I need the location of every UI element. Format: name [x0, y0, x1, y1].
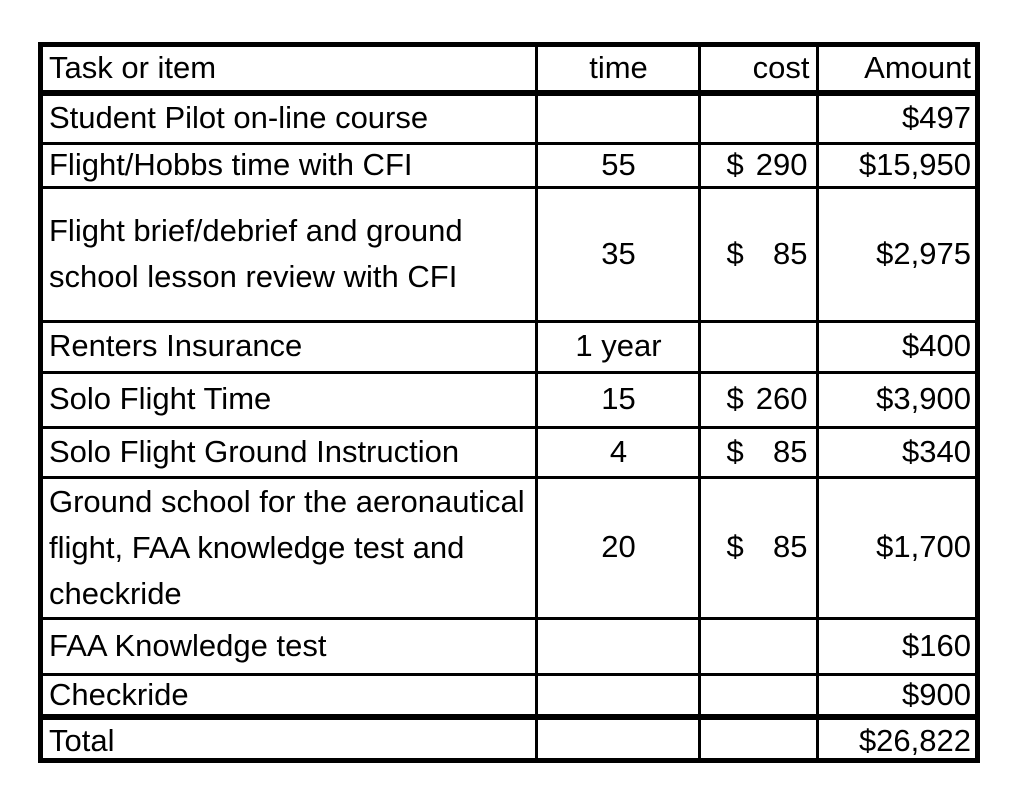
header-task: Task or item — [43, 47, 536, 93]
cost-cell — [699, 93, 817, 143]
cost-cell — [699, 477, 817, 618]
table-row — [43, 372, 975, 427]
cost-value — [808, 628, 812, 663]
total-row — [43, 717, 975, 762]
time-cell: 15 — [536, 372, 699, 427]
cost-value — [808, 100, 812, 135]
cost-cell — [699, 372, 817, 427]
amount-cell: $340 — [817, 427, 975, 477]
task-cell: Flight/Hobbs time with CFI — [43, 143, 536, 187]
cost-cell — [699, 143, 817, 187]
time-cell — [536, 674, 699, 717]
cost-value — [808, 328, 812, 363]
amount-cell: $160 — [817, 618, 975, 674]
cost-value: 85 — [773, 235, 808, 271]
task-cell: Student Pilot on-line course — [43, 93, 536, 143]
cost-table — [43, 47, 975, 762]
cost-value: 290 — [755, 146, 808, 182]
time-cell: 35 — [536, 187, 699, 321]
task-cell: Ground school for the aeronautical flight, FAA knowledge test and checkride — [43, 477, 536, 618]
cost-cell — [699, 674, 817, 717]
table-row — [43, 187, 975, 321]
time-cell: 55 — [536, 143, 699, 187]
amount-cell: $2,975 — [817, 187, 975, 321]
total-label: Total — [43, 717, 536, 762]
cost-cell — [699, 321, 817, 372]
cost-dollar-sign: $ — [726, 433, 744, 469]
header-time: time — [536, 47, 699, 93]
header-amount: Amount — [817, 47, 975, 93]
cost-value: 260 — [755, 381, 808, 417]
cost-dollar-sign: $ — [726, 529, 744, 565]
amount-cell: $900 — [817, 674, 975, 717]
cost-dollar-sign: $ — [726, 146, 744, 182]
total-cost-cell — [699, 717, 817, 762]
time-cell — [536, 93, 699, 143]
table-row — [43, 674, 975, 717]
header-row — [43, 47, 975, 93]
task-cell: Checkride — [43, 674, 536, 717]
amount-cell: $15,950 — [817, 143, 975, 187]
total-amount: $26,822 — [817, 717, 975, 762]
amount-cell: $400 — [817, 321, 975, 372]
table-row — [43, 143, 975, 187]
cost-value — [808, 677, 812, 712]
cost-value: 85 — [773, 529, 808, 565]
cost-cell — [699, 427, 817, 477]
cost-cell — [699, 187, 817, 321]
table-row — [43, 477, 975, 618]
time-cell: 1 year — [536, 321, 699, 372]
time-cell — [536, 618, 699, 674]
cost-cell — [699, 618, 817, 674]
cost-table-frame — [38, 42, 980, 763]
amount-cell: $1,700 — [817, 477, 975, 618]
cost-value: 85 — [773, 433, 808, 469]
header-cost: cost — [699, 47, 817, 93]
table-row — [43, 618, 975, 674]
task-cell: Renters Insurance — [43, 321, 536, 372]
time-cell: 4 — [536, 427, 699, 477]
task-cell: Solo Flight Time — [43, 372, 536, 427]
cost-dollar-sign: $ — [726, 235, 744, 271]
amount-cell: $497 — [817, 93, 975, 143]
task-cell: Solo Flight Ground Instruction — [43, 427, 536, 477]
task-cell: FAA Knowledge test — [43, 618, 536, 674]
table-row — [43, 93, 975, 143]
task-cell: Flight brief/debrief and ground school lesson review with CFI — [43, 187, 536, 321]
cost-dollar-sign: $ — [726, 381, 744, 417]
time-cell: 20 — [536, 477, 699, 618]
table-row — [43, 321, 975, 372]
amount-cell: $3,900 — [817, 372, 975, 427]
table-row — [43, 427, 975, 477]
total-time-cell — [536, 717, 699, 762]
